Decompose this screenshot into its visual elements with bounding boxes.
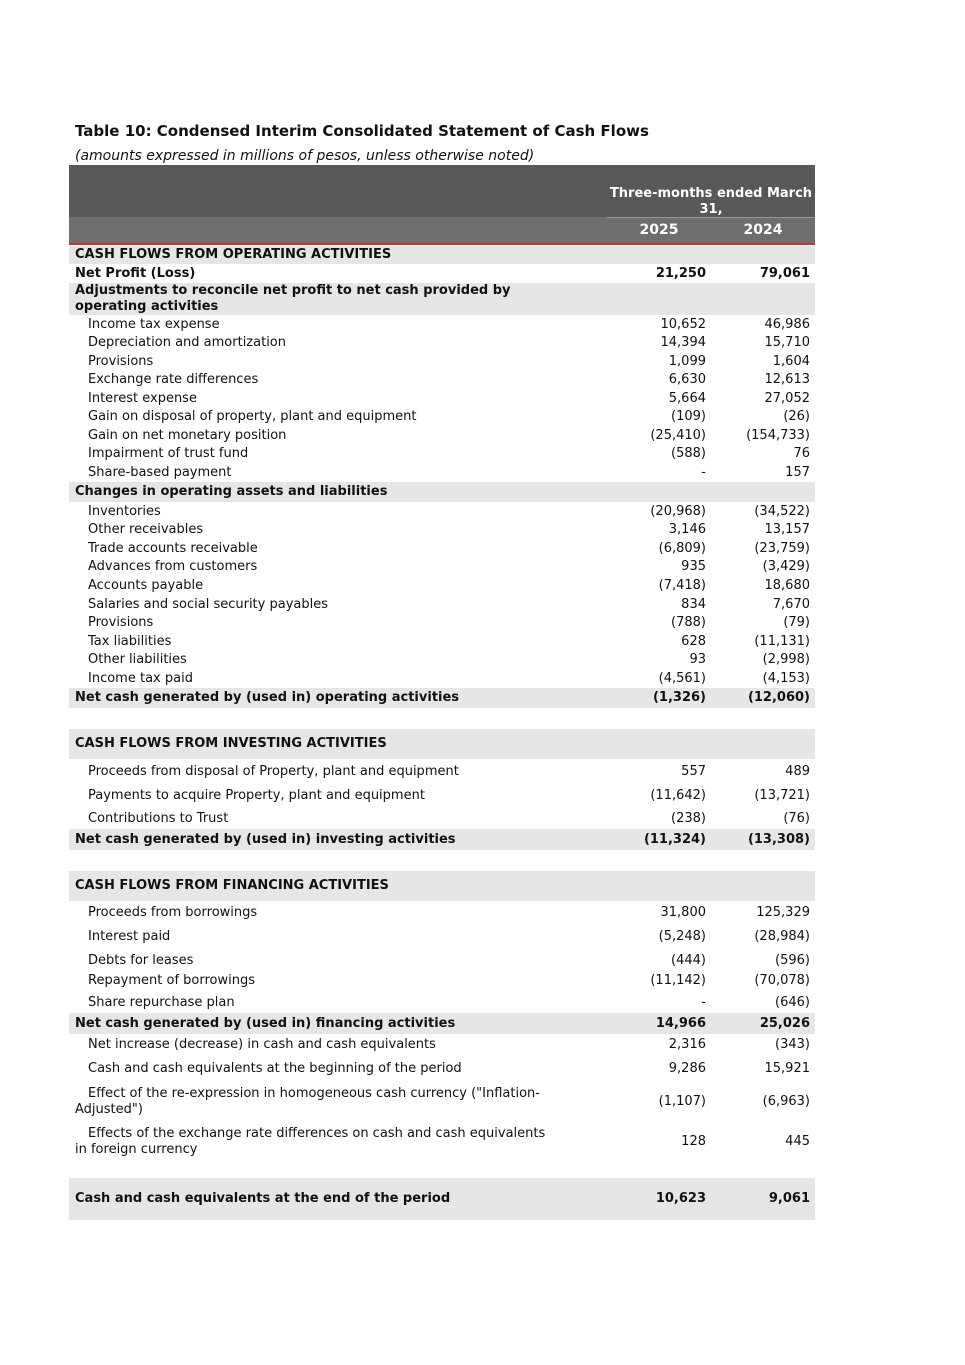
table-row [69,1058,815,1080]
value-2025: 9,286 [668,1061,706,1076]
table-row [69,521,815,539]
value-2024: (154,733) [746,428,810,443]
row-label: Other receivables [88,522,204,537]
value-2025: 10,623 [655,1191,706,1206]
row-label: Cash and cash equivalents at the end of the period [75,1191,451,1206]
year-2024-header: 2024 [743,222,783,238]
value-2025: 31,800 [660,905,706,920]
value-2024: 27,052 [764,391,810,406]
header-year-band [69,217,815,243]
value-2024: (2,998) [762,652,810,667]
table-subtitle: (amounts expressed in millions of pesos, unless otherwise noted) [75,148,535,164]
row-label: Proceeds from disposal of Property, plant and equipment [88,764,459,779]
section-row [69,829,815,850]
value-2025: (11,142) [650,973,706,988]
section-row [69,482,815,502]
row-label: Exchange rate differences [88,372,259,387]
table-row [69,334,815,352]
row-label: Trade accounts receivable [88,541,258,556]
value-2025: 2,316 [668,1037,706,1052]
section-row [69,871,815,901]
section-row [69,729,815,759]
row-label: Contributions to Trust [88,810,229,826]
table-row [69,596,815,614]
row-label: CASH FLOWS FROM FINANCING ACTIVITIES [75,878,389,893]
value-2024: 125,329 [756,905,810,920]
value-2025: (7,418) [658,578,706,593]
table-row [69,651,815,669]
value-2025: 557 [681,764,706,779]
value-2024: (34,522) [754,504,810,519]
row-label: CASH FLOWS FROM OPERATING ACTIVITIES [75,247,392,262]
row-label: Other liabilities [88,652,187,667]
section-row [69,246,815,264]
value-2024: (28,984) [754,929,810,944]
row-label: Depreciation and amortization [88,335,286,350]
table-row [69,1122,815,1162]
row-label: Accounts payable [88,578,204,593]
table-row [69,633,815,651]
value-2024: (343) [775,1037,810,1052]
row-label: Gain on net monetary position [88,428,287,443]
section-row [69,1178,815,1220]
value-2025: 21,250 [655,266,706,281]
value-2024: (13,721) [754,788,810,803]
value-2024: (23,759) [754,541,810,556]
row-label: Net cash generated by (used in) financing activities [75,1015,456,1031]
row-label: Debts for leases [88,952,194,968]
value-2025: (5,248) [658,929,706,944]
table-row [69,903,815,923]
value-2025: 5,664 [668,391,706,406]
row-label: Tax liabilities [88,634,172,649]
value-2024: (70,078) [754,973,810,988]
table-row [69,971,815,991]
value-2025: (1,326) [652,690,706,705]
row-label: Share-based payment [88,465,232,480]
value-2025: (11,324) [643,831,706,847]
period-rule [607,217,815,218]
table-row [69,951,815,970]
value-2025: - [701,994,706,1010]
row-label: Proceeds from borrowings [88,905,258,920]
row-label: Repayment of borrowings [88,973,255,988]
value-2025: 93 [689,652,706,667]
value-2024: 15,710 [764,335,810,350]
value-2025: (238) [671,810,706,826]
row-label: CASH FLOWS FROM INVESTING ACTIVITIES [75,736,387,751]
value-2024: (13,308) [747,831,810,847]
value-2024: 46,986 [764,317,810,332]
row-label: Income tax paid [88,671,193,686]
row-label: Income tax expense [88,317,220,332]
year-2025-header: 2025 [639,222,679,238]
value-2024: 157 [785,465,810,480]
value-2024: 7,670 [772,597,810,612]
table-row [69,540,815,558]
value-2024: 15,921 [764,1061,810,1076]
row-label: Cash and cash equivalents at the beginning of the period [88,1061,462,1076]
table-row [69,1082,815,1122]
value-2024: (646) [775,994,810,1010]
value-2024: (6,963) [762,1094,810,1109]
row-label: Gain on disposal of property, plant and equipment [88,409,417,424]
row-label: Adjustments to reconcile net profit to net cash provided by operating activities [75,283,511,314]
table-row [69,390,815,408]
table-row [69,316,815,334]
value-2024: 76 [793,446,810,461]
table-row [69,762,815,782]
value-2025: (788) [671,615,706,630]
section-row [69,283,815,315]
row-label: Inventories [88,504,161,519]
table-row [69,464,815,482]
value-2024: 9,061 [768,1191,810,1206]
row-label: Effects of the exchange rate differences on cash and cash equivalents in foreign currency [75,1126,546,1157]
row-label: Interest paid [88,929,171,944]
table-header [69,165,815,245]
table-title: Table 10: Condensed Interim Consolidated Statement of Cash Flows [75,122,649,140]
table-row [69,927,815,947]
value-2025: 1,099 [668,354,706,369]
row-label: Net Profit (Loss) [75,266,196,281]
table-row [69,503,815,521]
value-2024: (79) [783,615,810,630]
value-2024: (596) [775,952,810,968]
value-2025: (11,642) [650,788,706,803]
value-2024: (26) [783,409,810,424]
value-2025: (25,410) [650,428,706,443]
table-row [69,993,815,1012]
value-2024: 445 [785,1134,810,1149]
value-2025: 834 [681,597,706,612]
value-2025: 3,146 [668,522,706,537]
table-row [69,614,815,632]
value-2025: - [701,465,706,480]
row-label: Advances from customers [88,559,258,574]
row-label: Payments to acquire Property, plant and equipment [88,788,425,803]
value-2024: (12,060) [747,690,810,705]
value-2024: (11,131) [754,634,810,649]
row-label: Provisions [88,615,154,630]
row-label: Salaries and social security payables [88,597,328,612]
table-row [69,445,815,463]
table-row [69,809,815,828]
value-2024: (76) [783,810,810,826]
period-label: Three-months ended March 31, [609,186,813,217]
table-row [69,1035,815,1055]
table-row [69,353,815,371]
value-2025: 14,966 [655,1015,706,1031]
row-label: Net increase (decrease) in cash and cash equivalents [88,1037,436,1052]
value-2025: (588) [671,446,706,461]
value-2025: 935 [681,559,706,574]
value-2024: 489 [785,764,810,779]
row-label: Interest expense [88,391,197,406]
value-2025: (4,561) [658,671,706,686]
value-2025: (20,968) [650,504,706,519]
value-2025: 6,630 [668,372,706,387]
value-2024: (4,153) [762,671,810,686]
value-2024: (3,429) [762,559,810,574]
table-row [69,558,815,576]
row-label: Changes in operating assets and liabilities [75,484,388,499]
value-2024: 79,061 [759,266,810,281]
value-2025: (109) [671,409,706,424]
table-row [69,786,815,806]
table-row [69,265,815,283]
value-2025: 628 [681,634,706,649]
value-2024: 25,026 [759,1015,810,1031]
value-2025: 14,394 [660,335,706,350]
table-row [69,577,815,595]
row-label: Effect of the re-expression in homogeneous cash currency ("Inflation-Adjusted") [75,1086,540,1117]
value-2025: (1,107) [658,1094,706,1109]
value-2024: 13,157 [764,522,810,537]
row-label: Provisions [88,354,154,369]
row-label: Net cash generated by (used in) investing activities [75,831,456,847]
value-2024: 1,604 [772,354,810,369]
value-2024: 12,613 [764,372,810,387]
value-2024: 18,680 [764,578,810,593]
row-label: Impairment of trust fund [88,446,249,461]
section-row [69,1013,815,1034]
row-label: Net cash generated by (used in) operating activities [75,690,460,705]
value-2025: 128 [681,1134,706,1149]
section-row [69,688,815,708]
row-label: Share repurchase plan [88,994,235,1010]
table-row [69,371,815,389]
value-2025: 10,652 [660,317,706,332]
table-row [69,427,815,445]
value-2025: (444) [671,952,706,968]
table-row [69,670,815,688]
table-row [69,408,815,426]
header-accent-rule [69,243,815,245]
value-2025: (6,809) [658,541,706,556]
